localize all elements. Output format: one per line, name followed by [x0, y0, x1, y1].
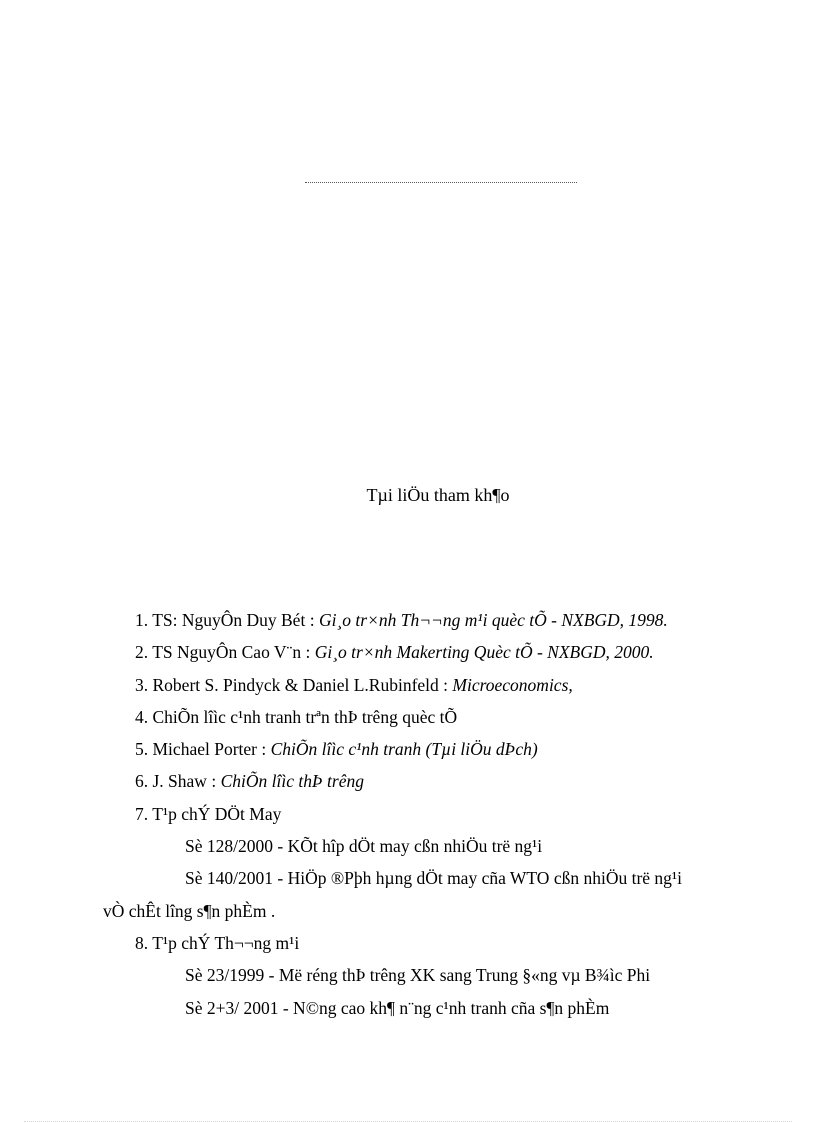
reference-number: 7. — [135, 803, 149, 824]
reference-work: Gi¸o tr×nh Makerting Quèc tÕ - NXBGD, 2000. — [314, 642, 654, 663]
reference-8-subitem-1: Sè 23/1999 - Më réng thÞ trêng XK sang Trung §«ng vµ B¾ìc Phi — [185, 965, 651, 986]
reference-7 — [135, 798, 775, 830]
reference-author: TS: NguyÔn Duy Bét : — [152, 610, 319, 630]
reference-number: 5. — [135, 739, 149, 760]
reference-author: TS NguyÔn Cao V¨n : — [152, 642, 315, 663]
reference-author: Robert S. Pindyck & Daniel L.Rubinfeld : — [152, 674, 453, 695]
reference-number: 6. — [135, 771, 149, 792]
reference-7-continuation: vÒ chÊt lîng s¶n phÈm . — [103, 900, 276, 921]
reference-text: ChiÕn lîìc c¹nh tranh trªn thÞ trêng quèc tÕ — [152, 706, 458, 727]
page-title: Tµi liÖu tham kh¶o — [366, 485, 510, 505]
reference-list — [103, 604, 775, 1024]
reference-work: ChiÕn lîìc thÞ trêng — [220, 771, 364, 792]
reference-work: Microeconomics, — [452, 674, 573, 695]
reference-8 — [135, 927, 775, 959]
reference-number: 3. — [135, 674, 149, 695]
reference-1 — [135, 604, 775, 636]
reference-4 — [135, 701, 775, 733]
reference-number: 2. — [135, 642, 149, 663]
reference-work: Gi¸o tr×nh Th¬¬ng m¹i quèc tÕ - NXBGD, 1998. — [318, 610, 668, 630]
reference-author: Michael Porter : — [152, 739, 271, 760]
reference-number: 8. — [135, 932, 149, 953]
page-bottom-rule — [24, 1121, 792, 1122]
reference-number: 1. — [135, 610, 149, 630]
reference-5 — [135, 733, 775, 765]
reference-work: ChiÕn lîìc c¹nh tranh (Tµi liÖu dÞch) — [270, 739, 538, 760]
reference-2 — [135, 636, 775, 668]
reference-text: T¹p chÝ DÖt May — [152, 803, 282, 824]
reference-number: 4. — [135, 706, 149, 727]
reference-7-subitem-2: Sè 140/2001 - HiÖp ®Pþh hµng dÖt may cña WTO cßn nhiÖu trë ng¹i — [185, 868, 683, 889]
reference-6 — [135, 765, 775, 797]
reference-text: T¹p chÝ Th¬¬ng m¹i — [152, 932, 300, 953]
reference-author: J. Shaw : — [152, 771, 221, 792]
reference-8-subitem-2: Sè 2+3/ 2001 - N©ng cao kh¶ n¨ng c¹nh tranh cña s¶n phÈm — [185, 997, 610, 1018]
reference-3 — [135, 669, 775, 701]
reference-7-subitem-1: Sè 128/2000 - KÕt hîp dÖt may cßn nhiÖu trë ng¹i — [185, 836, 543, 857]
separator-rule — [305, 182, 577, 183]
